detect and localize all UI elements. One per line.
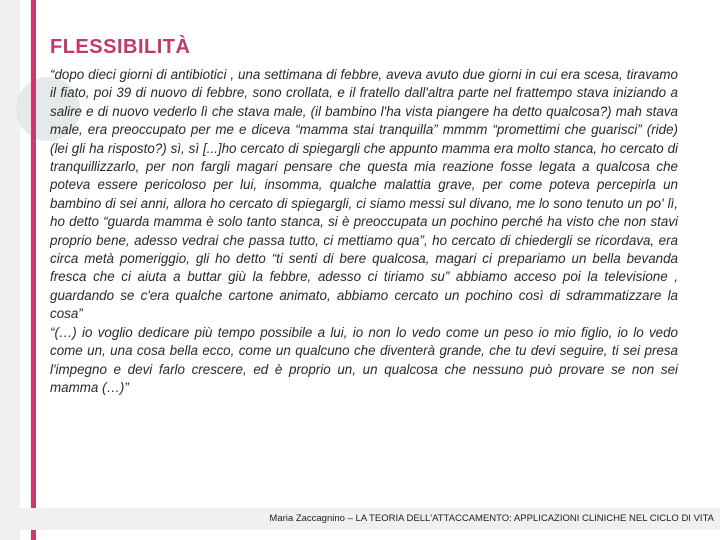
- footer-bar: [0, 508, 720, 530]
- slide-title: FLESSIBILITÀ: [50, 36, 191, 58]
- quote-paragraph-1: “dopo dieci giorni di antibiotici , una settimana di febbre, aveva avuto due giorni in cui era scesa, tiravamo il fiato, poi 39 di nuovo di febbre, sono crollata, e il fratello dall'altra parte nel frattempo stava iniziando a salire e di nuovo vederlo lì che stava male, (il bambino l'ha vista piangere ha detto qualcosa?) mah stava male, era preoccupato per me e diceva “mamma stai tranquilla” mmmm “promettimi che guarisci” (ride) (lei gli ha risposto?) sì, sì [...]ho cercato di spiegargli che appunto mamma era molto stanca, ho cercato di tranquillizzarlo, per non fargli magari pensare che questa mia reazione fosse legata a qualcosa che poteva essere pericoloso per lui, insomma, qualche malattia grave, per come poteva percepirla un bambino di sei anni, allora ho cercato di spiegargli, ci siamo messi sul divano, me lo sono tenuto un po' lì, ho detto “guarda mamma è solo tanto stanca, si è preoccupata un pochino perché ha visto che non stavi proprio bene, adesso vedrai che passa tutto, ci mettiamo qua”, ho cercato di chiedergli se ricordava, era circa metà pomeriggio, gli ho detto “ti senti di bere qualcosa, magari ci prepariamo un bella bevanda fresca che ci aiuta a buttar giù la febbre, adesso ci tiriamo su” abbiamo acceso poi la televisione , guardando se c'era qualche cartone animato, abbiamo cercato un pochino così di sdrammatizzare la cosa”: [50, 67, 678, 322]
- quote-paragraph-2: “(…) io voglio dedicare più tempo possibile a lui, io non lo vedo come un peso io mio figlio, io lo vedo come un, una cosa bella ecco, come un qualcuno che diventerà grande, che tu devi seguire, ti sei presa l'impegno e devi farlo crescere, ed è proprio un, un qualcosa che nessuno può provare se non sei mamma (…)”: [50, 324, 678, 395]
- footer-citation: Maria Zaccagnino – LA TEORIA DELL'ATTACCAMENTO: APPLICAZIONI CLINICHE NEL CICLO DI VITA: [269, 513, 714, 524]
- quote-body: [50, 66, 678, 397]
- accent-vertical-line: [31, 0, 36, 540]
- left-side-bar: [0, 0, 20, 540]
